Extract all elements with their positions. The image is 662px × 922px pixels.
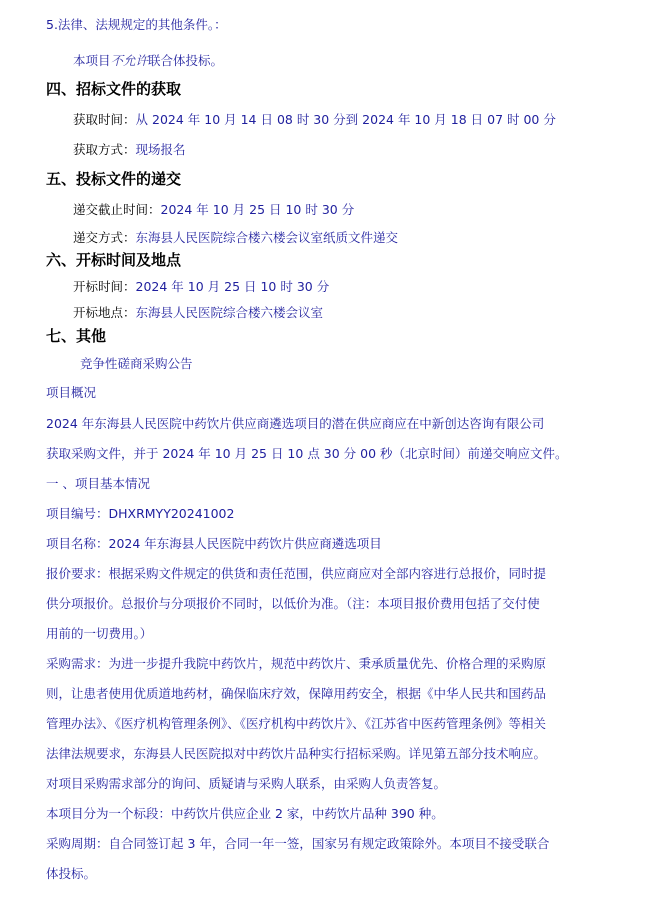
submit-method-line [73, 230, 398, 246]
period-line-2: 体投标。 [46, 866, 97, 881]
condition-5: 5.法律、法规规定的其他条件。： [46, 17, 227, 32]
submit-method-label: 递交方式： [73, 230, 136, 245]
overview-line-1: 2024 年东海县人民医院中药饮片供应商遴选项目的潜在供应商应在中新创达咨询有限公司 [46, 416, 545, 431]
get-time-line [73, 112, 556, 128]
other-title: 竞争性磋商采购公告 [80, 356, 193, 371]
open-place-line [73, 305, 323, 321]
overview-title: 项目概况 [46, 385, 97, 400]
get-time-value: 从 2024 年 10 月 14 日 08 时 30 分到 2024 年 10 月 18 日 07 时 00 分 [135, 112, 556, 127]
deadline-value: 2024 年 10 月 25 日 10 时 30 分 [160, 202, 355, 217]
period-line-1: 采购周期：自合同签订起 3 年，合同一年一签，国家另有规定政策除外。本项目不接受联合 [46, 836, 550, 851]
open-time-label: 开标时间： [73, 279, 136, 294]
quote-line-1: 报价要求：根据采购文件规定的供货和责任范围，供应商应对全部内容进行总报价，同时提 [46, 566, 547, 581]
basic-info-title: 一 、项目基本情况 [46, 476, 150, 491]
get-time-label: 获取时间： [73, 112, 136, 127]
project-number: 项目编号：DHXRMYY20241002 [46, 506, 235, 521]
consortium-prefix: 本项目 [73, 53, 111, 68]
open-time-line [73, 279, 329, 295]
get-method-label: 获取方式： [73, 142, 136, 157]
quote-line-3: 用前的一切费用。） [46, 626, 153, 641]
demand-line-2: 则，让患者使用优质道地药材，确保临床疗效，保障用药安全，根据《中华人民共和国药品 [46, 686, 547, 701]
demand-line-5: 对项目采购需求部分的询问、质疑请与采购人联系，由采购人负责答复。 [46, 776, 447, 791]
heading-section-6: 六、开标时间及地点 [46, 251, 182, 269]
open-time-value: 2024 年 10 月 25 日 10 时 30 分 [135, 279, 330, 294]
open-place-label: 开标地点： [73, 305, 136, 320]
demand-line-4: 法律法规要求，东海县人民医院拟对中药饮片品种实行招标采购。详见第五部分技术响应。 [46, 746, 547, 761]
heading-section-7: 七、其他 [46, 327, 107, 345]
submit-method-value: 东海县人民医院综合楼六楼会议室纸质文件递交 [135, 230, 399, 245]
get-method-value: 现场报名 [135, 142, 186, 157]
demand-line-3: 管理办法》、《医疗机构管理条例》、《医疗机构中药饮片》、《江苏省中医药管理条例》等相关 [46, 716, 547, 731]
overview-line-2: 获取采购文件，并于 2024 年 10 月 25 日 10 点 30 分 00 秒（北京时间）前递交响应文件。 [46, 446, 568, 461]
demand-line-1: 采购需求：为进一步提升我院中药饮片，规范中药饮片、秉承质量优先、价格合理的采购原 [46, 656, 547, 671]
open-place-value: 东海县人民医院综合楼六楼会议室 [135, 305, 324, 320]
lots-line: 本项目分为一个标段：中药饮片供应企业 2 家，中药饮片品种 390 种。 [46, 806, 444, 821]
heading-section-4: 四、招标文件的获取 [46, 80, 182, 98]
consortium-line [73, 53, 223, 69]
deadline-line [73, 202, 354, 218]
consortium-value: 不允许 [110, 53, 149, 68]
heading-section-5: 五、投标文件的递交 [46, 170, 182, 188]
consortium-suffix: 联合体投标。 [148, 53, 224, 68]
project-name: 项目名称：2024 年东海县人民医院中药饮片供应商遴选项目 [46, 536, 382, 551]
quote-line-2: 供分项报价。总报价与分项报价不同时，以低价为准。（注：本项目报价费用包括了交付使 [46, 596, 540, 611]
deadline-label: 递交截止时间： [73, 202, 161, 217]
get-method-line [73, 142, 186, 158]
